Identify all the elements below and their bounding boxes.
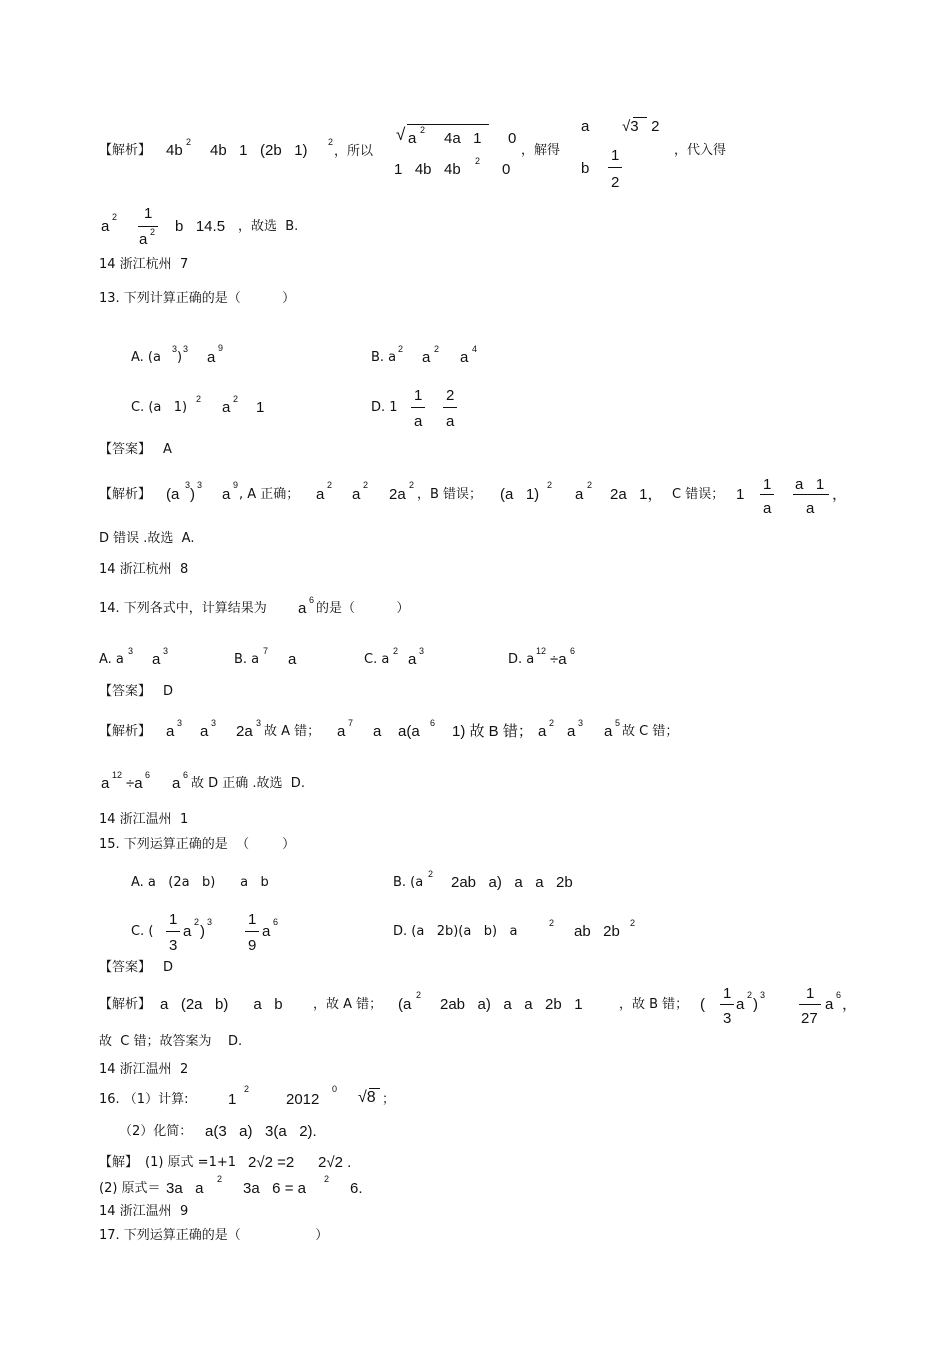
exponent: 6: [836, 990, 842, 1000]
fraction-bar: [608, 167, 622, 168]
frac-num: 2: [446, 387, 455, 404]
question-stem: 15. 下列运算正确的是 （ ）: [99, 837, 296, 852]
exponent: 12: [536, 646, 547, 656]
option-c: a: [183, 923, 192, 940]
frac-num: 1: [806, 985, 815, 1002]
exponent: 2: [549, 918, 555, 928]
exponent: 3: [419, 646, 425, 656]
math-expr: 1 4b 4b: [394, 161, 461, 178]
fraction-bar: [793, 494, 829, 495]
answer: D: [163, 684, 174, 699]
exponent: 2: [112, 212, 118, 222]
fraction-bar: [720, 1004, 734, 1005]
math-expr: a: [200, 723, 209, 740]
solution-text: 2√2 =2: [248, 1154, 295, 1171]
exponent: 3: [256, 718, 262, 728]
exponent: 2: [150, 227, 156, 237]
frac-num: a 1: [795, 476, 825, 493]
option-b: B. (a: [393, 875, 424, 890]
answer-tag: 【答案】: [99, 442, 152, 457]
text: ，B 错误；: [417, 487, 483, 502]
option-a: A. (a: [131, 350, 161, 365]
answer: D: [163, 960, 174, 975]
math-expr: (a: [398, 996, 412, 1013]
text: ，: [842, 996, 858, 1013]
math-expr: a: [408, 130, 417, 147]
math-expr: 2ab a) a a 2b 1: [440, 996, 583, 1013]
source-label: 14 浙江杭州 7: [99, 257, 189, 272]
exponent: 2: [233, 394, 239, 404]
frac-den: a: [806, 500, 815, 517]
question-stem: 的是（ ）: [316, 601, 410, 616]
frac-den: 3: [169, 937, 178, 954]
text: ，故 A 错；: [313, 997, 383, 1012]
exponent: 4: [472, 344, 478, 354]
text: 故 D 正确 .故选 D.: [191, 776, 305, 791]
math-expr: a(3 a) 3(a 2).: [205, 1123, 317, 1140]
exponent: 7: [348, 718, 354, 728]
math-expr: 0: [508, 130, 517, 147]
exponent: 3: [578, 718, 584, 728]
math-expr: a: [575, 486, 584, 503]
math-expr: a: [222, 486, 231, 503]
exponent: 2: [587, 480, 593, 490]
text: ，: [832, 486, 848, 503]
math-expr: 4a 1: [444, 130, 482, 147]
answer-tag: 【答案】: [99, 684, 152, 699]
exponent: 3: [185, 480, 191, 490]
text: , A 正确；: [239, 487, 300, 502]
math-expr: a: [172, 775, 181, 792]
math-expr: 3a 6 = a: [243, 1180, 306, 1197]
math-expr: a: [337, 723, 346, 740]
exponent: 2: [475, 156, 481, 166]
frac-den: 9: [248, 937, 257, 954]
exponent: 6: [309, 595, 315, 605]
fraction-bar: [443, 407, 457, 408]
text: ，所以: [334, 144, 374, 159]
math-expr: √3 2: [622, 118, 660, 135]
option-a: ): [177, 350, 183, 365]
exponent: 2: [186, 137, 192, 147]
exponent: 12: [112, 770, 123, 780]
option-b: a: [460, 349, 469, 366]
frac-num: 1: [248, 911, 257, 928]
solution-text: (1) 原式 =1+1: [145, 1155, 237, 1170]
exponent: 2: [747, 990, 753, 1000]
exponent: 6: [430, 718, 436, 728]
fraction-bar: [245, 931, 259, 932]
math-expr: a: [581, 118, 590, 135]
math-expr: 4b 1 (2b 1): [210, 142, 308, 159]
question-stem: 16. （1）计算:: [99, 1092, 189, 1107]
exponent: 2: [217, 1174, 223, 1184]
frac-den: a: [414, 413, 423, 430]
analysis-tag: 【解析】: [99, 487, 152, 502]
math-expr: a a(a: [373, 723, 420, 740]
frac-num: 1: [414, 387, 423, 404]
math-expr: b: [581, 160, 590, 177]
question-stem: 13. 下列计算正确的是（ ）: [99, 291, 296, 306]
exponent: 2: [194, 917, 200, 927]
exponent: 2: [328, 137, 334, 147]
option-c: C. (a 1): [131, 400, 188, 415]
solution-tag: 【解】: [99, 1155, 139, 1170]
exponent: 3: [177, 718, 183, 728]
text: C 错误；: [672, 487, 725, 502]
math-expr: a: [604, 723, 613, 740]
math-expr: 2a: [236, 723, 253, 740]
option-c: a: [408, 651, 417, 668]
sqrt-symbol: √: [396, 125, 406, 144]
text: ，代入得: [674, 143, 727, 158]
math-expr: 0: [502, 161, 511, 178]
text: ，解得: [521, 143, 561, 158]
math-expr: a: [736, 996, 745, 1013]
frac-num: 1: [723, 985, 732, 1002]
analysis-text: 故 C 错；故答案为 D.: [99, 1034, 243, 1049]
exponent: 7: [263, 646, 269, 656]
exponent: 5: [615, 718, 621, 728]
exponent: 2: [428, 869, 434, 879]
exponent: 2: [409, 480, 415, 490]
math-expr: b 14.5: [175, 218, 226, 235]
exponent: 2: [324, 1174, 330, 1184]
exponent: 0: [332, 1084, 338, 1094]
exponent: 2: [549, 718, 555, 728]
option-c: 1: [256, 399, 265, 416]
fraction-bar: [760, 494, 774, 495]
math-expr: ÷a: [126, 775, 143, 792]
exponent: 3: [172, 344, 178, 354]
exponent: 6: [183, 770, 189, 780]
exponent: 2: [416, 990, 422, 1000]
exponent: 2: [630, 918, 636, 928]
text: ，故 B 错；: [619, 997, 689, 1012]
frac-num: 1: [611, 147, 620, 164]
math-expr: 1) 故 B 错；: [452, 723, 533, 740]
frac-num: 1: [763, 476, 772, 493]
source-label: 14 浙江温州 9: [99, 1204, 189, 1219]
exponent: 3: [183, 344, 189, 354]
exponent: 2: [196, 394, 202, 404]
option-b: a: [288, 651, 297, 668]
analysis-tag: 【解析】: [99, 724, 152, 739]
option-c: a: [262, 923, 271, 940]
option-c: C. (: [131, 924, 154, 939]
answer: A: [163, 442, 172, 457]
answer-tag: 【答案】: [99, 960, 152, 975]
exponent: 9: [218, 343, 224, 353]
fraction-bar: [411, 407, 425, 408]
question-stem: 17. 下列运算正确的是（ ）: [99, 1228, 329, 1243]
math-expr: a: [352, 486, 361, 503]
fraction-bar: [166, 931, 180, 932]
exponent: 6: [570, 646, 576, 656]
text: 故 A 错；: [264, 724, 321, 739]
math-expr: 1: [736, 486, 745, 503]
exponent: 3: [163, 646, 169, 656]
math-expr: (: [700, 996, 705, 1013]
frac-num: 1: [169, 911, 178, 928]
exponent: 3: [207, 917, 213, 927]
exponent: 2: [547, 480, 553, 490]
option-c: a: [222, 399, 231, 416]
exponent: 2: [244, 1084, 250, 1094]
option-c: ): [200, 923, 205, 940]
analysis-tag: 【解析】: [99, 143, 152, 158]
exponent: 3: [211, 718, 217, 728]
text: ；: [382, 1092, 396, 1107]
frac-den: 27: [801, 1010, 818, 1027]
math-expr: ): [190, 486, 195, 503]
math-expr: a: [567, 723, 576, 740]
exponent: 3: [197, 480, 203, 490]
math-expr: 3a a: [166, 1180, 204, 1197]
option-d: D. a: [508, 652, 535, 667]
exponent: 2: [327, 480, 333, 490]
frac-den: 2: [611, 174, 620, 191]
option-a: a: [152, 651, 161, 668]
exponent: 2: [393, 646, 399, 656]
math-expr: 2012: [286, 1091, 320, 1108]
source-label: 14 浙江温州 2: [99, 1062, 189, 1077]
math-expr: 2a 1，: [610, 486, 663, 503]
frac-den: a: [139, 231, 148, 248]
math-expr: a: [538, 723, 547, 740]
option-a: A. a (2a b) a b: [131, 875, 269, 890]
option-c: C. a: [364, 652, 390, 667]
math-expr: a: [825, 996, 834, 1013]
math-expr: 4b: [166, 142, 183, 159]
option-a: A. a: [99, 652, 124, 667]
exponent: 6: [273, 917, 279, 927]
math-expr: (a 1): [500, 486, 540, 503]
math-expr: a (2a b) a b: [160, 996, 283, 1013]
math-expr: 2a: [389, 486, 406, 503]
frac-num: 1: [144, 205, 153, 222]
exponent: 3: [128, 646, 134, 656]
solution-text: 2√2 .: [318, 1154, 352, 1171]
frac-den: a: [763, 500, 772, 517]
math-expr: a: [166, 723, 175, 740]
option-b: 2ab a) a a 2b: [451, 874, 573, 891]
math-expr: (a: [166, 486, 180, 503]
frac-den: a: [446, 413, 455, 430]
option-b: a: [422, 349, 431, 366]
math-expr: 6.: [350, 1180, 363, 1197]
option-a: a: [207, 349, 216, 366]
math-expr: ): [753, 996, 758, 1013]
question-stem: 14. 下列各式中，计算结果为: [99, 601, 267, 616]
math-expr: 1: [228, 1091, 237, 1108]
option-d: ÷a: [550, 651, 567, 668]
option-b: B. a: [371, 350, 397, 365]
analysis-text: D 错误 .故选 A.: [99, 531, 195, 546]
exponent: 2: [434, 344, 440, 354]
sqrt-overline: [369, 1088, 380, 1089]
exponent: 6: [145, 770, 151, 780]
math-expr: a: [298, 600, 307, 617]
analysis-tag: 【解析】: [99, 997, 152, 1012]
math-expr: a: [101, 218, 110, 235]
option-d: D. (a 2b)(a b) a: [393, 924, 518, 939]
text: 故 C 错；: [622, 724, 679, 739]
source-label: 14 浙江温州 1: [99, 812, 189, 827]
math-expr: a: [101, 775, 110, 792]
sqrt8: √8: [358, 1089, 376, 1106]
exponent: 2: [420, 125, 426, 135]
option-d: D. 1: [371, 400, 398, 415]
exponent: 2: [398, 344, 404, 354]
option-b: B. a: [234, 652, 260, 667]
question-stem: （2）化简：: [119, 1124, 193, 1139]
fraction-bar: [799, 1004, 821, 1005]
solution-text: (2) 原式＝: [99, 1181, 161, 1196]
sqrt-overline: [633, 117, 647, 118]
frac-den: 3: [723, 1010, 732, 1027]
exponent: 3: [760, 990, 766, 1000]
text: ，故选 B.: [238, 219, 299, 234]
option-d: ab 2b: [574, 923, 620, 940]
source-label: 14 浙江杭州 8: [99, 562, 189, 577]
math-expr: a: [316, 486, 325, 503]
exponent: 9: [233, 480, 239, 490]
exponent: 2: [363, 480, 369, 490]
